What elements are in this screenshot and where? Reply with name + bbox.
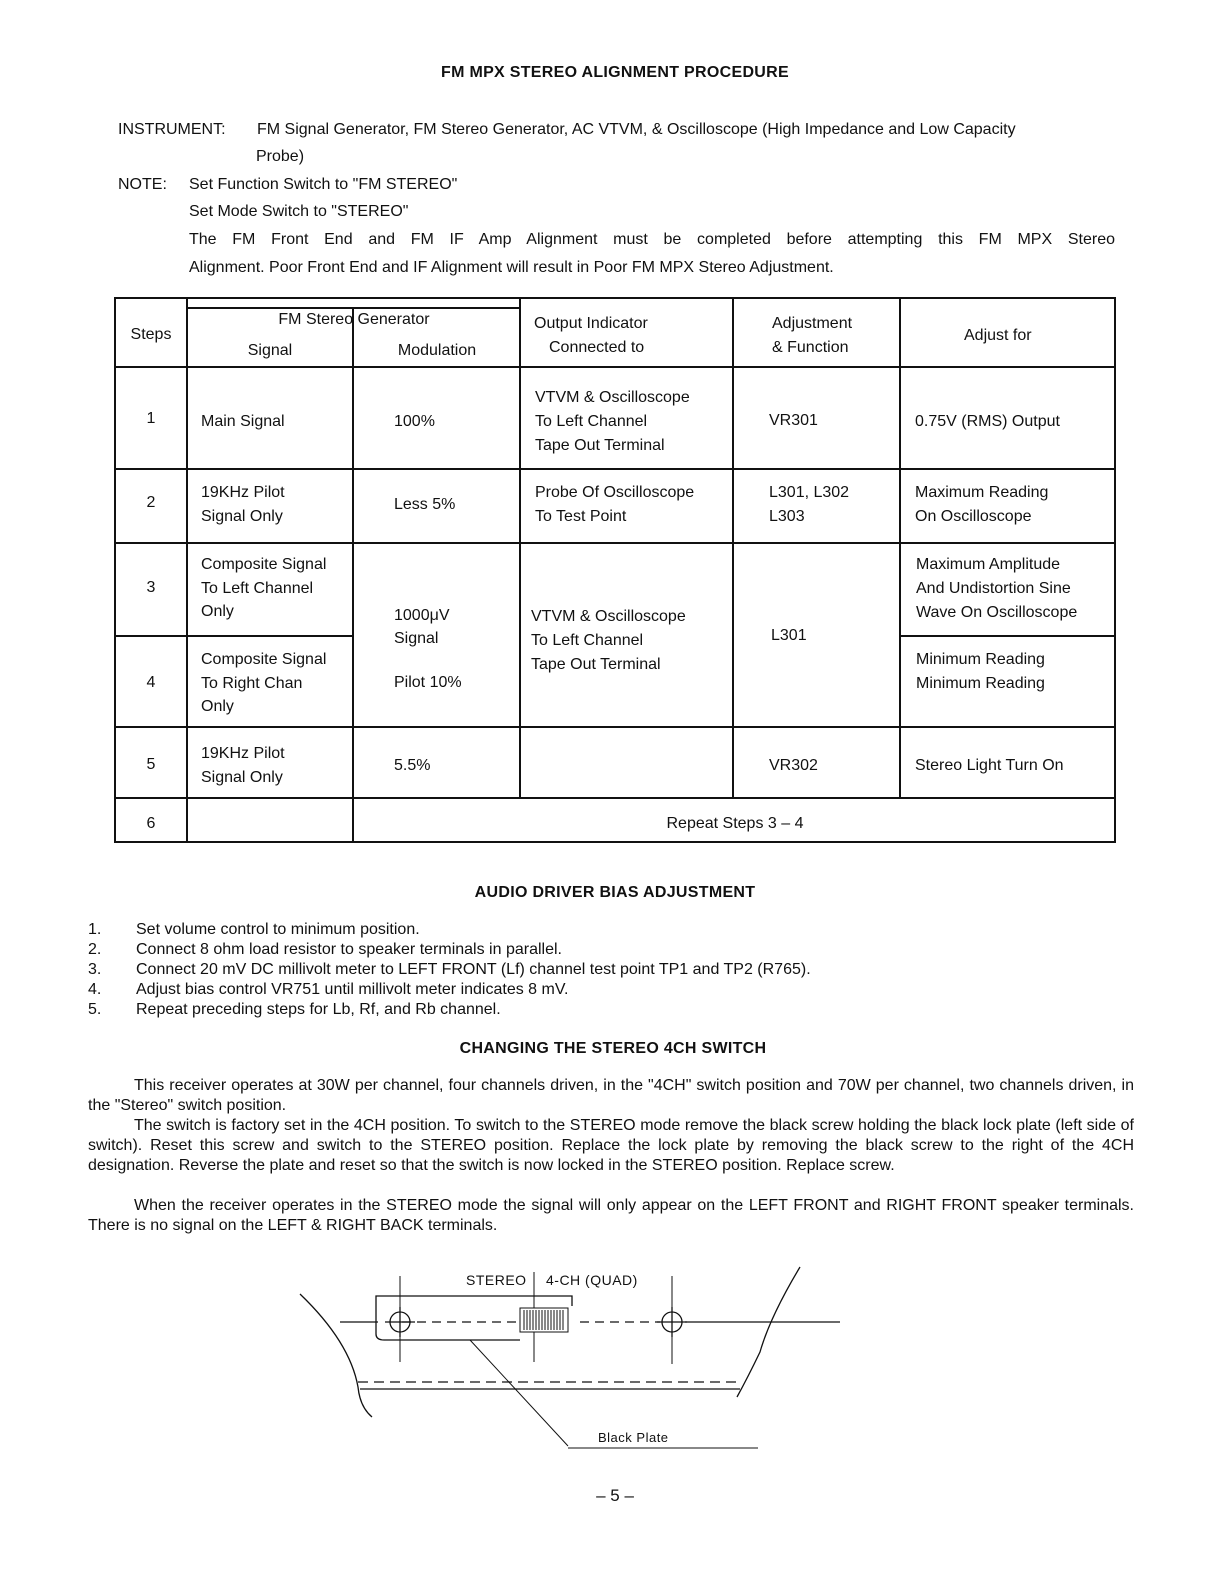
rows34-output-1: VTVM & Oscilloscope (531, 608, 686, 625)
row1-modulation: 100% (394, 413, 435, 430)
header-output-1: Output Indicator (534, 315, 648, 332)
diagram-plate-label: Black Plate (598, 1430, 669, 1445)
instrument-line2: Probe) (256, 148, 305, 165)
row4-adjust-for-1: Minimum Reading (916, 651, 1045, 668)
switch-heading: CHANGING THE STEREO 4CH SWITCH (459, 1040, 767, 1057)
hl-row3-right (900, 635, 1114, 637)
header-adjust-2: & Function (772, 339, 849, 356)
header-adjust-for: Adjust for (964, 327, 1032, 344)
row3-step: 3 (146, 579, 156, 596)
bias-step-text: Repeat preceding steps for Lb, Rf, and Rb channel. (136, 1001, 501, 1018)
row1-output-1: VTVM & Oscilloscope (535, 389, 690, 406)
vl-2 (352, 307, 354, 841)
header-modulation: Modulation (397, 342, 477, 359)
row2-adjust-for-1: Maximum Reading (915, 484, 1049, 501)
note-line3: The FM Front End and FM IF Amp Alignment must be completed before attempting this FM MPX Stereo (189, 231, 1115, 248)
hl-row1 (116, 468, 1114, 470)
bias-step-text: Connect 8 ohm load resistor to speaker terminals in parallel. (136, 941, 562, 958)
row4-signal-2: To Right Chan (201, 675, 303, 692)
hl-header (116, 366, 1114, 368)
header-adjust-1: Adjustment (772, 315, 853, 332)
vl-5 (899, 299, 901, 798)
bias-step-number: 2. (88, 941, 102, 958)
vl-3 (519, 299, 521, 798)
diagram-quad-label: 4-CH (QUAD) (546, 1272, 638, 1288)
hl-row3-left (116, 635, 353, 637)
row1-adjust-for: 0.75V (RMS) Output (915, 413, 1060, 430)
row5-signal-2: Signal Only (201, 769, 283, 786)
row4-adjust-for-2: Minimum Reading (916, 675, 1045, 692)
note-label: NOTE: (118, 176, 167, 193)
rows34-modulation-2: Signal (394, 630, 439, 647)
row4-step: 4 (146, 674, 156, 691)
row3-signal-2: To Left Channel (201, 580, 314, 597)
header-steps: Steps (130, 326, 172, 343)
note-line4: Alignment. Poor Front End and IF Alignment will result in Poor FM MPX Stereo Adjustment. (189, 259, 834, 276)
row3-adjust-for-1: Maximum Amplitude (916, 556, 1061, 573)
row2-modulation: Less 5% (394, 496, 456, 513)
bias-step-number: 1. (88, 921, 102, 938)
paragraph-3: When the receiver operates in the STEREO mode the signal will only appear on the LEFT FRONT and RIGHT FRONT speaker terminals. There is no signal on the LEFT & RIGHT BACK terminals. (88, 1197, 1134, 1234)
vl-1 (186, 299, 188, 841)
bias-step-text: Adjust bias control VR751 until millivolt meter indicates 8 mV. (136, 981, 569, 998)
instrument-line1: FM Signal Generator, FM Stereo Generator, AC VTVM, & Oscilloscope (High Impedance and Low Capacity (257, 121, 1016, 138)
bias-step-number: 4. (88, 981, 102, 998)
row2-signal-2: Signal Only (201, 508, 283, 525)
row5-signal-1: 19KHz Pilot (201, 745, 285, 762)
note-line2: Set Mode Switch to "STEREO" (189, 203, 409, 220)
row5-modulation: 5.5% (394, 757, 431, 774)
note-line1: Set Function Switch to "FM STEREO" (189, 176, 458, 193)
hl-row4 (116, 726, 1114, 728)
row4-signal-3: Only (201, 698, 234, 715)
row1-output-3: Tape Out Terminal (535, 437, 665, 454)
row2-adjustment-1: L301, L302 (769, 484, 850, 501)
row3-signal-3: Only (201, 603, 234, 620)
row6-merged: Repeat Steps 3 – 4 (666, 815, 804, 832)
row3-adjust-for-2: And Undistortion Sine (916, 580, 1071, 597)
instrument-label: INSTRUMENT: (118, 121, 226, 138)
diagram-stereo-label: STEREO (466, 1272, 527, 1288)
row1-step: 1 (146, 410, 156, 427)
bias-step-text: Connect 20 mV DC millivolt meter to LEFT FRONT (Lf) channel test point TP1 and TP2 (R765). (136, 961, 811, 978)
rows34-output-3: Tape Out Terminal (531, 656, 661, 673)
header-generator: FM Stereo Generator (278, 311, 430, 328)
vl-4 (732, 299, 734, 798)
rows34-modulation-1: 1000μV (394, 607, 450, 624)
rows34-output-2: To Left Channel (531, 632, 644, 649)
row3-adjust-for-3: Wave On Oscilloscope (916, 604, 1078, 621)
page-number: – 5 – (596, 1486, 634, 1505)
rows34-modulation-3: Pilot 10% (394, 674, 462, 691)
bias-step-number: 5. (88, 1001, 102, 1018)
row2-output-2: To Test Point (535, 508, 627, 525)
row5-step: 5 (146, 756, 156, 773)
hl-row5 (116, 797, 1114, 799)
row4-signal-1: Composite Signal (201, 651, 327, 668)
header-output-2: Connected to (549, 339, 645, 356)
row1-adjustment: VR301 (769, 412, 818, 429)
row5-adjust-for: Stereo Light Turn On (915, 757, 1064, 774)
paragraph-2: The switch is factory set in the 4CH position. To switch to the STEREO mode remove the black screw holding the black lock plate (left side of switch). Reset this screw and switch to the STEREO position. Replace the lock plate by removing the black screw to the right of the 4CH designation. Reverse the plate and reset so that the switch is now locked in the STEREO position. Replace screw. (88, 1117, 1134, 1174)
row3-signal-1: Composite Signal (201, 556, 327, 573)
row5-adjustment: VR302 (769, 757, 818, 774)
bias-heading: AUDIO DRIVER BIAS ADJUSTMENT (474, 884, 756, 901)
switch-diagram (290, 1262, 850, 1462)
mpx-heading: FM MPX STEREO ALIGNMENT PROCEDURE (441, 64, 789, 81)
row1-output-2: To Left Channel (535, 413, 648, 430)
hl-row2 (116, 542, 1114, 544)
rows34-adjustment: L301 (771, 627, 807, 644)
header-signal: Signal (247, 342, 293, 359)
row2-adjustment-2: L303 (769, 508, 805, 525)
row2-signal-1: 19KHz Pilot (201, 484, 285, 501)
alignment-table (114, 297, 1116, 843)
row2-adjust-for-2: On Oscilloscope (915, 508, 1032, 525)
row2-step: 2 (146, 494, 156, 511)
row6-step: 6 (146, 815, 156, 832)
row1-signal: Main Signal (201, 413, 285, 430)
row2-output-1: Probe Of Oscilloscope (535, 484, 695, 501)
paragraph-1: This receiver operates at 30W per channel, four channels driven, in the "4CH" switch position and 70W per channel, two channels driven, in the "Stereo" switch position. (88, 1077, 1134, 1114)
bias-step-number: 3. (88, 961, 102, 978)
bias-step-text: Set volume control to minimum position. (136, 921, 420, 938)
